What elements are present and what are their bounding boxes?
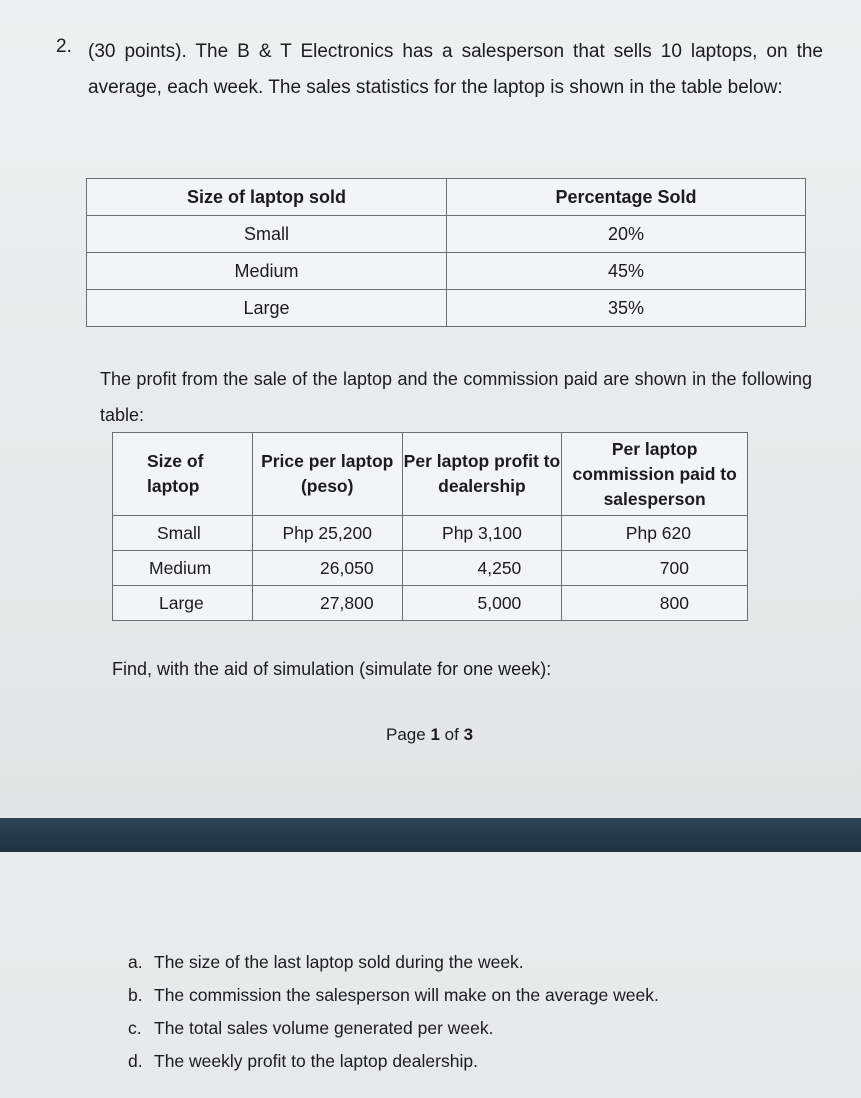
table-cell: 5,000	[402, 586, 562, 621]
column-header: Size of laptop sold	[87, 179, 447, 216]
table-cell: 20%	[447, 216, 806, 253]
sales-statistics-table	[86, 178, 806, 327]
item-letter: d.	[128, 1051, 143, 1071]
current-page: 1	[430, 725, 440, 744]
table-cell: Php 25,200	[252, 516, 402, 551]
list-item	[128, 1018, 748, 1051]
table-cell: 27,800	[252, 586, 402, 621]
column-header: Price per laptop (peso)	[252, 433, 402, 516]
table-row	[87, 290, 806, 327]
table-cell: Medium	[113, 551, 253, 586]
of-word: of	[444, 725, 459, 744]
profit-commission-table	[112, 432, 748, 621]
table-cell: 45%	[447, 253, 806, 290]
table-cell: Medium	[87, 253, 447, 290]
table-cell: Php 620	[562, 516, 748, 551]
item-text: The weekly profit to the laptop dealership.	[154, 1051, 478, 1071]
table-cell: 700	[562, 551, 748, 586]
item-letter: b.	[128, 985, 143, 1005]
item-letter: c.	[128, 1018, 142, 1038]
table-cell: 800	[562, 586, 748, 621]
table-cell: Large	[87, 290, 447, 327]
simulation-instruction: Find, with the aid of simulation (simulate for one week):	[112, 659, 552, 679]
column-header: Percentage Sold	[447, 179, 806, 216]
question-number: 2.	[56, 36, 72, 57]
table-cell: Small	[87, 216, 447, 253]
table-row	[113, 586, 748, 621]
total-pages: 3	[463, 725, 474, 744]
column-header: Per laptop commission paid to salesperson	[562, 433, 748, 516]
item-text: The commission the salesperson will make on the average week.	[154, 985, 659, 1005]
table-cell: 4,250	[402, 551, 562, 586]
table-cell: 35%	[447, 290, 806, 327]
dark-divider-band	[0, 818, 861, 852]
table-row	[113, 516, 748, 551]
item-text: The total sales volume generated per week.	[154, 1018, 494, 1038]
list-item	[128, 952, 748, 985]
item-letter: a.	[128, 952, 143, 972]
item-text: The size of the last laptop sold during the week.	[154, 952, 524, 972]
table-cell: Small	[113, 516, 253, 551]
table-row	[87, 216, 806, 253]
table-header-row	[113, 433, 748, 516]
table-row	[87, 253, 806, 290]
list-item	[128, 1051, 748, 1084]
column-header: Size of laptop	[113, 433, 253, 516]
table-row	[113, 551, 748, 586]
page-number	[386, 725, 473, 745]
table-cell: Php 3,100	[402, 516, 562, 551]
page-word: Page	[386, 725, 426, 744]
list-item	[128, 985, 748, 1018]
table-header-row	[87, 179, 806, 216]
table-cell: Large	[113, 586, 253, 621]
column-header: Per laptop profit to dealership	[402, 433, 562, 516]
table-cell: 26,050	[252, 551, 402, 586]
question-text: (30 points). The B & T Electronics has a salesperson that sells 10 laptops, on the average, each week. The sales statistics for the laptop is shown in the table below:	[88, 41, 823, 98]
sub-question-list	[128, 952, 748, 1084]
profit-intro-text: The profit from the sale of the laptop and the commission paid are shown in the following table:	[100, 369, 812, 425]
